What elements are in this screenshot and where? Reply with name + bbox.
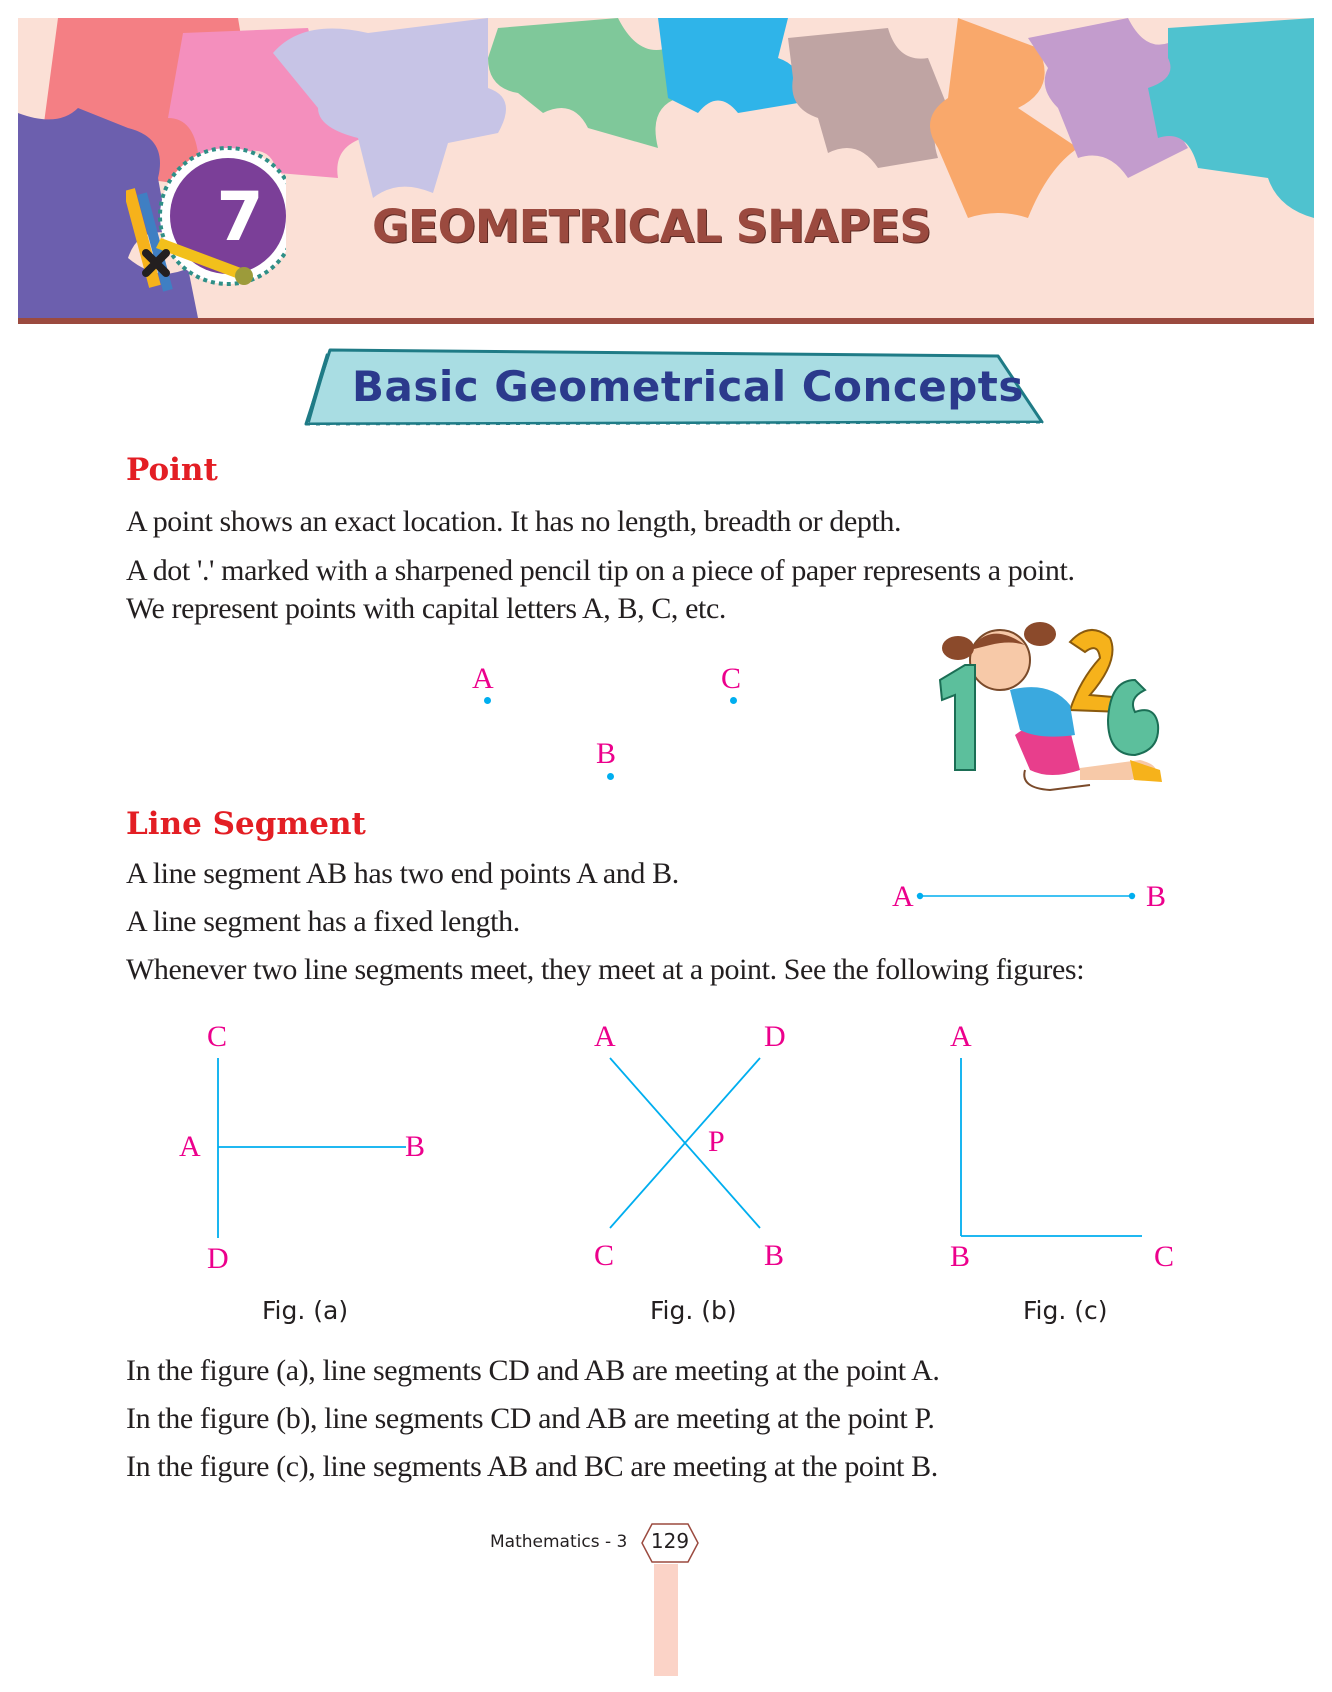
figure-a-label-a: A [179, 1130, 201, 1163]
digit-6-figure [1108, 680, 1158, 755]
figure-c-caption: Fig. (c) [1023, 1296, 1108, 1325]
girl-with-numbers-illustration [930, 620, 1200, 800]
point-text-line-2: A dot '.' marked with a sharpened pencil tip on a piece of paper represents a point. [126, 554, 1075, 587]
section-title: Basic Geometrical Concepts [352, 362, 1024, 411]
figure-c-label-b: B [950, 1240, 971, 1273]
segment-label-b: B [1146, 880, 1167, 913]
conclusion-line-1: In the figure (a), line segments CD and AB are meeting at the point A. [126, 1354, 940, 1387]
point-dot-c [730, 697, 737, 704]
point-dot-b [607, 773, 614, 780]
segment-ab-line [916, 888, 1136, 904]
conclusion-line-2: In the figure (b), line segments CD and AB are meeting at the point P. [126, 1402, 935, 1435]
page-tab-strip [654, 1564, 678, 1676]
figure-b-label-b: B [764, 1239, 785, 1272]
segment-label-a: A [892, 880, 914, 913]
footer-book-title: Mathematics - 3 [490, 1532, 628, 1552]
figure-b-label-a: A [594, 1020, 616, 1053]
point-dot-a [484, 697, 491, 704]
figure-c-label-c: C [1154, 1240, 1175, 1273]
figure-b-caption: Fig. (b) [650, 1296, 737, 1325]
figure-b-label-d: D [764, 1020, 786, 1053]
heading-line-segment: Line Segment [126, 806, 366, 842]
chapter-title: GEOMETRICAL SHAPES [372, 200, 931, 253]
line-segment-text-line-2: A line segment has a fixed length. [126, 905, 520, 938]
point-text-line-1: A point shows an exact location. It has no length, breadth or depth. [126, 505, 902, 538]
figure-a-caption: Fig. (a) [262, 1296, 349, 1325]
figure-a-label-c: C [207, 1020, 228, 1053]
point-label-c: C [721, 662, 742, 695]
point-label-b: B [596, 737, 617, 770]
chapter-number: 7 [216, 178, 264, 257]
line-segment-text-line-1: A line segment AB has two end points A and B. [126, 857, 679, 890]
figure-b-label-p: P [708, 1125, 725, 1158]
figure-a-label-b: B [405, 1130, 426, 1163]
point-text-line-3: We represent points with capital letters A, B, C, etc. [126, 592, 726, 625]
digit-1-figure [940, 665, 975, 770]
figure-b-label-c: C [594, 1239, 615, 1272]
figure-a-label-d: D [207, 1242, 229, 1275]
figure-c-lines [957, 1054, 1147, 1240]
line-segment-text-line-3: Whenever two line segments meet, they meet at a point. See the following figures: [126, 953, 1085, 986]
page-number: 129 [650, 1529, 690, 1553]
banner-divider [18, 318, 1314, 324]
chapter-banner [18, 18, 1314, 320]
heading-point: Point [126, 452, 218, 488]
figure-b-lines [606, 1054, 766, 1234]
figure-a-lines [210, 1054, 410, 1244]
figure-c-label-a: A [950, 1020, 972, 1053]
point-label-a: A [472, 662, 494, 695]
conclusion-line-3: In the figure (c), line segments AB and BC are meeting at the point B. [126, 1450, 938, 1483]
